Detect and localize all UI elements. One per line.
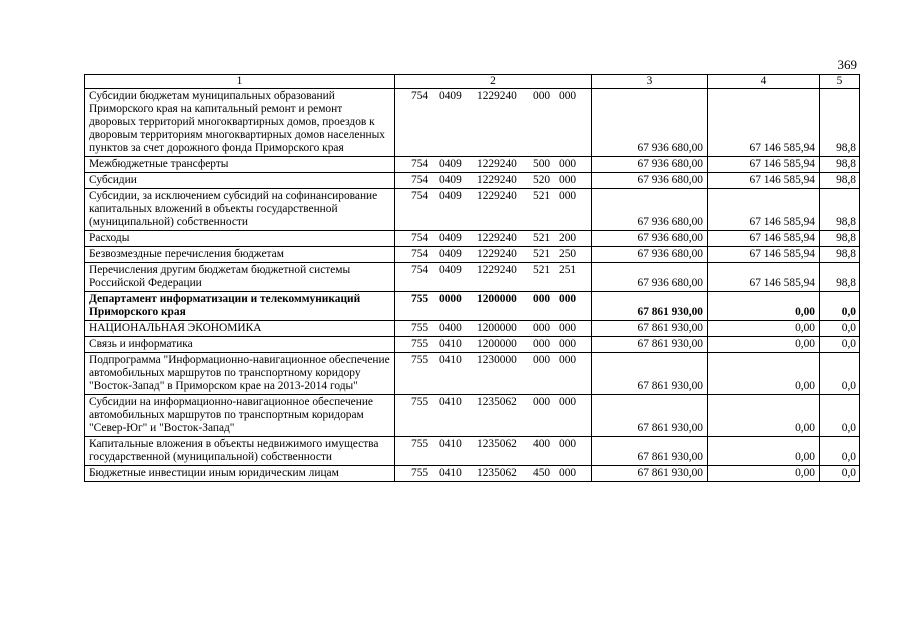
planned-amount: 67 861 930,00 [592, 395, 708, 437]
row-codes [395, 353, 592, 395]
execution-percent: 0,0 [820, 395, 860, 437]
planned-amount: 67 861 930,00 [592, 353, 708, 395]
executed-amount: 0,00 [708, 395, 820, 437]
row-codes [395, 466, 592, 482]
kosgu-code: 250 [559, 248, 577, 260]
row-codes [395, 395, 592, 437]
target-code: 1229240 [477, 232, 517, 244]
execution-percent: 0,0 [820, 466, 860, 482]
row-name: Капитальные вложения в объекты недвижимого имущества государственной (муниципальной) собственности [85, 437, 395, 466]
ministry-code: 755 [411, 467, 429, 479]
expense-type-code: 000 [533, 338, 551, 350]
row-codes [395, 321, 592, 337]
target-code: 1235062 [477, 467, 517, 479]
header-cell-4: 4 [708, 75, 820, 89]
expense-type-code: 521 [533, 248, 551, 260]
table-row [85, 337, 860, 353]
table-row [85, 292, 860, 321]
ministry-code: 755 [411, 293, 429, 305]
planned-amount: 67 936 680,00 [592, 173, 708, 189]
ministry-code: 755 [411, 322, 429, 334]
section-code: 0409 [439, 264, 462, 276]
target-code: 1200000 [477, 322, 517, 334]
section-code: 0410 [439, 467, 462, 479]
execution-percent: 98,8 [820, 263, 860, 292]
ministry-code: 754 [411, 248, 429, 260]
budget-table [84, 74, 860, 482]
target-code: 1229240 [477, 90, 517, 102]
row-codes [395, 157, 592, 173]
expense-type-code: 000 [533, 396, 551, 408]
table-row [85, 173, 860, 189]
executed-amount: 67 146 585,94 [708, 173, 820, 189]
expense-type-code: 521 [533, 232, 551, 244]
ministry-code: 755 [411, 354, 429, 366]
section-code: 0409 [439, 90, 462, 102]
execution-percent: 0,0 [820, 437, 860, 466]
executed-amount: 67 146 585,94 [708, 89, 820, 157]
executed-amount: 0,00 [708, 437, 820, 466]
header-cell-2: 2 [395, 75, 592, 89]
row-codes [395, 189, 592, 231]
planned-amount: 67 861 930,00 [592, 321, 708, 337]
ministry-code: 754 [411, 158, 429, 170]
execution-percent: 0,0 [820, 337, 860, 353]
section-code: 0409 [439, 232, 462, 244]
expense-type-code: 521 [533, 190, 551, 202]
execution-percent: 98,8 [820, 189, 860, 231]
row-codes [395, 247, 592, 263]
row-name: Связь и информатика [85, 337, 395, 353]
target-code: 1229240 [477, 264, 517, 276]
kosgu-code: 200 [559, 232, 577, 244]
kosgu-code: 000 [559, 396, 577, 408]
kosgu-code: 251 [559, 264, 577, 276]
section-code: 0410 [439, 396, 462, 408]
section-code: 0409 [439, 158, 462, 170]
table-row [85, 395, 860, 437]
execution-percent: 0,0 [820, 292, 860, 321]
table-row [85, 321, 860, 337]
expense-type-code: 000 [533, 90, 551, 102]
table-row [85, 189, 860, 231]
table-row [85, 353, 860, 395]
target-code: 1229240 [477, 174, 517, 186]
planned-amount: 67 936 680,00 [592, 263, 708, 292]
ministry-code: 755 [411, 338, 429, 350]
kosgu-code: 000 [559, 293, 577, 305]
header-cell-3: 3 [592, 75, 708, 89]
planned-amount: 67 936 680,00 [592, 189, 708, 231]
section-code: 0410 [439, 438, 462, 450]
ministry-code: 754 [411, 264, 429, 276]
executed-amount: 0,00 [708, 337, 820, 353]
row-codes [395, 292, 592, 321]
kosgu-code: 000 [559, 322, 577, 334]
row-name: Субсидии, за исключением субсидий на софинансирование капитальных вложений в объекты государственной (муниципальной) собственности [85, 189, 395, 231]
header-cell-1: 1 [85, 75, 395, 89]
kosgu-code: 000 [559, 354, 577, 366]
row-codes [395, 337, 592, 353]
row-name: Перечисления другим бюджетам бюджетной системы Российской Федерации [85, 263, 395, 292]
table-row [85, 231, 860, 247]
expense-type-code: 521 [533, 264, 551, 276]
section-code: 0410 [439, 338, 462, 350]
page-number: 369 [837, 57, 857, 72]
execution-percent: 98,8 [820, 231, 860, 247]
ministry-code: 754 [411, 190, 429, 202]
executed-amount: 0,00 [708, 321, 820, 337]
expense-type-code: 000 [533, 322, 551, 334]
executed-amount: 0,00 [708, 466, 820, 482]
row-name: Безвозмездные перечисления бюджетам [85, 247, 395, 263]
execution-percent: 98,8 [820, 89, 860, 157]
row-name: Субсидии на информационно-навигационное обеспечение автомобильных маршрутов по транспортным коридорам "Север-Юг" и "Восток-Запад" [85, 395, 395, 437]
table-row [85, 157, 860, 173]
row-codes [395, 231, 592, 247]
row-name: НАЦИОНАЛЬНАЯ ЭКОНОМИКА [85, 321, 395, 337]
expense-type-code: 000 [533, 293, 551, 305]
row-name: Департамент информатизации и телекоммуникаций Приморского края [85, 292, 395, 321]
expense-type-code: 450 [533, 467, 551, 479]
row-name: Бюджетные инвестиции иным юридическим лицам [85, 466, 395, 482]
execution-percent: 98,8 [820, 157, 860, 173]
ministry-code: 755 [411, 438, 429, 450]
section-code: 0409 [439, 248, 462, 260]
header-row [85, 75, 860, 89]
table-row [85, 263, 860, 292]
table-row [85, 247, 860, 263]
header-cell-5: 5 [820, 75, 860, 89]
planned-amount: 67 936 680,00 [592, 247, 708, 263]
kosgu-code: 000 [559, 467, 577, 479]
kosgu-code: 000 [559, 174, 577, 186]
table-row [85, 437, 860, 466]
section-code: 0409 [439, 190, 462, 202]
expense-type-code: 500 [533, 158, 551, 170]
target-code: 1235062 [477, 438, 517, 450]
executed-amount: 67 146 585,94 [708, 263, 820, 292]
target-code: 1200000 [477, 293, 517, 305]
ministry-code: 754 [411, 232, 429, 244]
execution-percent: 98,8 [820, 173, 860, 189]
row-name: Расходы [85, 231, 395, 247]
expense-type-code: 000 [533, 354, 551, 366]
planned-amount: 67 936 680,00 [592, 157, 708, 173]
row-name: Межбюджетные трансферты [85, 157, 395, 173]
target-code: 1229240 [477, 158, 517, 170]
planned-amount: 67 861 930,00 [592, 292, 708, 321]
kosgu-code: 000 [559, 338, 577, 350]
executed-amount: 67 146 585,94 [708, 189, 820, 231]
row-codes [395, 173, 592, 189]
execution-percent: 98,8 [820, 247, 860, 263]
row-name: Субсидии [85, 173, 395, 189]
planned-amount: 67 861 930,00 [592, 437, 708, 466]
kosgu-code: 000 [559, 158, 577, 170]
row-codes [395, 89, 592, 157]
expense-type-code: 400 [533, 438, 551, 450]
section-code: 0409 [439, 174, 462, 186]
target-code: 1229240 [477, 248, 517, 260]
executed-amount: 67 146 585,94 [708, 247, 820, 263]
section-code: 0410 [439, 354, 462, 366]
target-code: 1200000 [477, 338, 517, 350]
kosgu-code: 000 [559, 190, 577, 202]
section-code: 0000 [439, 293, 462, 305]
table-row [85, 466, 860, 482]
planned-amount: 67 861 930,00 [592, 466, 708, 482]
table-row [85, 89, 860, 157]
kosgu-code: 000 [559, 90, 577, 102]
row-name: Субсидии бюджетам муниципальных образований Приморского края на капитальный ремонт и ремонт дворовых территорий многоквартирных домов, проездов к дворовым территориям многоквартирных домов населенных пунктов за счет дорожного фонда Приморского края [85, 89, 395, 157]
row-name: Подпрограмма "Информационно-навигационное обеспечение автомобильных маршрутов по транспортному коридору "Восток-Запад" в Приморском крае на 2013-2014 годы" [85, 353, 395, 395]
row-codes [395, 263, 592, 292]
executed-amount: 0,00 [708, 292, 820, 321]
target-code: 1235062 [477, 396, 517, 408]
target-code: 1229240 [477, 190, 517, 202]
planned-amount: 67 936 680,00 [592, 231, 708, 247]
row-codes [395, 437, 592, 466]
ministry-code: 754 [411, 174, 429, 186]
planned-amount: 67 936 680,00 [592, 89, 708, 157]
kosgu-code: 000 [559, 438, 577, 450]
ministry-code: 755 [411, 396, 429, 408]
executed-amount: 67 146 585,94 [708, 157, 820, 173]
execution-percent: 0,0 [820, 353, 860, 395]
executed-amount: 0,00 [708, 353, 820, 395]
executed-amount: 67 146 585,94 [708, 231, 820, 247]
planned-amount: 67 861 930,00 [592, 337, 708, 353]
expense-type-code: 520 [533, 174, 551, 186]
execution-percent: 0,0 [820, 321, 860, 337]
ministry-code: 754 [411, 90, 429, 102]
target-code: 1230000 [477, 354, 517, 366]
section-code: 0400 [439, 322, 462, 334]
budget-table-body [85, 75, 860, 482]
